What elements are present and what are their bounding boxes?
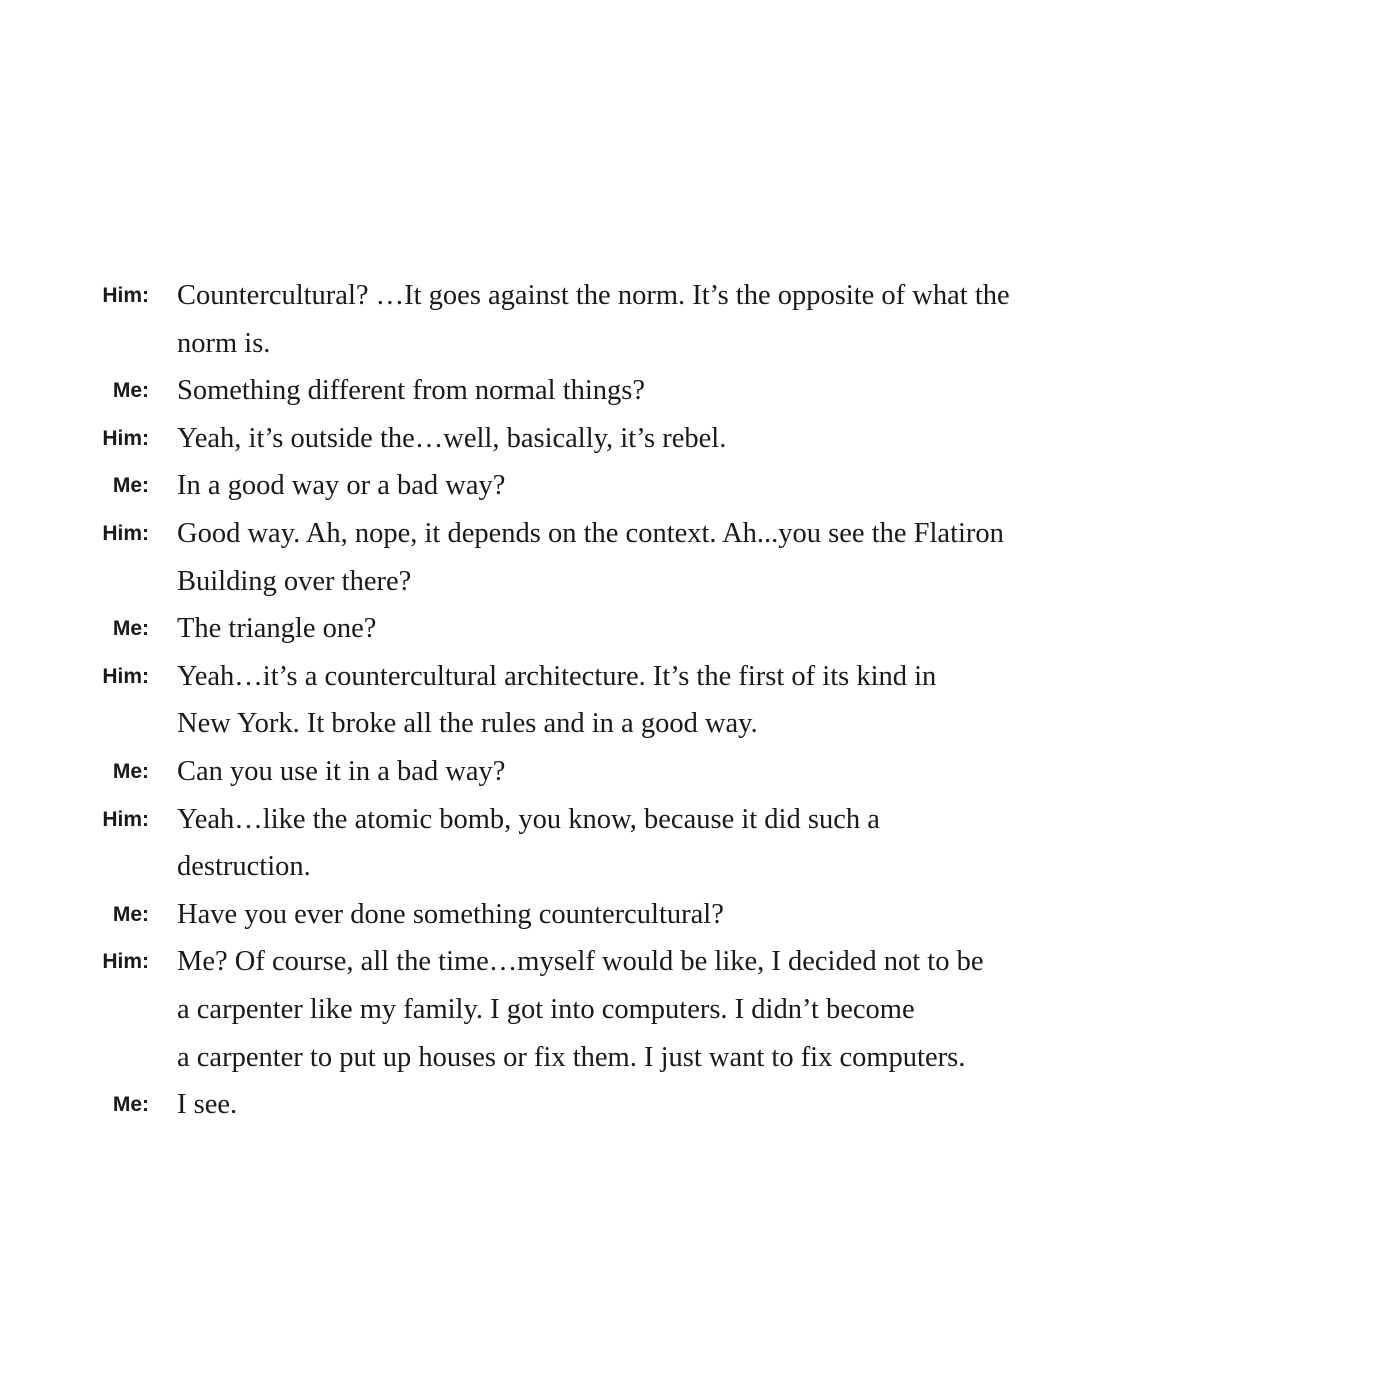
speaker-label: Him: bbox=[102, 950, 149, 974]
utterance-line: Something different from normal things? bbox=[177, 375, 646, 407]
dialogue-turn bbox=[0, 796, 1400, 891]
utterance-line: norm is. bbox=[177, 327, 271, 359]
utterance-text bbox=[177, 1081, 237, 1129]
utterance-text bbox=[177, 605, 376, 653]
dialogue-transcript bbox=[0, 272, 1400, 1129]
utterance-line: a carpenter like my family. I got into computers. I didn’t become bbox=[177, 993, 915, 1025]
utterance-line: Me? Of course, all the time…myself would be like, I decided not to be bbox=[177, 946, 984, 978]
utterance-text bbox=[177, 367, 645, 415]
speaker-label: Him: bbox=[102, 664, 149, 688]
utterance-line: destruction. bbox=[177, 851, 311, 883]
utterance-text bbox=[177, 938, 983, 1081]
speaker-label: Me: bbox=[112, 902, 149, 926]
speaker-label: Me: bbox=[112, 759, 149, 783]
speaker-label: Me: bbox=[112, 617, 149, 641]
utterance-text bbox=[177, 891, 724, 939]
utterance-text bbox=[177, 653, 936, 748]
speaker-label: Him: bbox=[102, 807, 149, 831]
dialogue-turn bbox=[0, 272, 1400, 367]
utterance-text bbox=[177, 510, 1004, 605]
utterance-line: Yeah…it’s a countercultural architecture. It’s the first of its kind in bbox=[177, 660, 937, 692]
utterance-line: Yeah, it’s outside the…well, basically, it’s rebel. bbox=[177, 422, 727, 454]
speaker-label: Him: bbox=[102, 426, 149, 450]
utterance-text bbox=[177, 748, 505, 796]
utterance-line: I see. bbox=[177, 1089, 238, 1121]
speaker-label: Him: bbox=[102, 284, 149, 307]
dialogue-turn bbox=[0, 1081, 1400, 1129]
dialogue-turn bbox=[0, 415, 1400, 463]
speaker-label: Me: bbox=[112, 1093, 149, 1117]
utterance-line: In a good way or a bad way? bbox=[177, 470, 506, 502]
utterance-line: Yeah…like the atomic bomb, you know, because it did such a bbox=[177, 803, 880, 835]
utterance-line: New York. It broke all the rules and in a good way. bbox=[177, 708, 758, 740]
dialogue-turn bbox=[0, 653, 1400, 748]
utterance-text bbox=[177, 272, 1010, 367]
dialogue-turn bbox=[0, 938, 1400, 1081]
utterance-line: Countercultural? …It goes against the norm. It’s the opposite of what the bbox=[177, 280, 1010, 311]
utterance-text bbox=[177, 796, 880, 891]
speaker-label: Him: bbox=[102, 521, 149, 545]
utterance-line: Can you use it in a bad way? bbox=[177, 755, 506, 787]
dialogue-turn bbox=[0, 367, 1400, 415]
speaker-label: Me: bbox=[112, 474, 149, 498]
dialogue-turn bbox=[0, 605, 1400, 653]
utterance-line: a carpenter to put up houses or fix them. I just want to fix computers. bbox=[177, 1041, 966, 1073]
utterance-text bbox=[177, 415, 726, 463]
utterance-line: Have you ever done something countercultural? bbox=[177, 898, 724, 930]
dialogue-turn bbox=[0, 510, 1400, 605]
dialogue-turn bbox=[0, 462, 1400, 510]
utterance-line: The triangle one? bbox=[177, 613, 377, 645]
utterance-line: Good way. Ah, nope, it depends on the context. Ah...you see the Flatiron bbox=[177, 517, 1004, 549]
speaker-label: Me: bbox=[112, 379, 149, 403]
utterance-text bbox=[177, 462, 505, 510]
dialogue-turn bbox=[0, 891, 1400, 939]
dialogue-turn bbox=[0, 748, 1400, 796]
utterance-line: Building over there? bbox=[177, 565, 412, 597]
